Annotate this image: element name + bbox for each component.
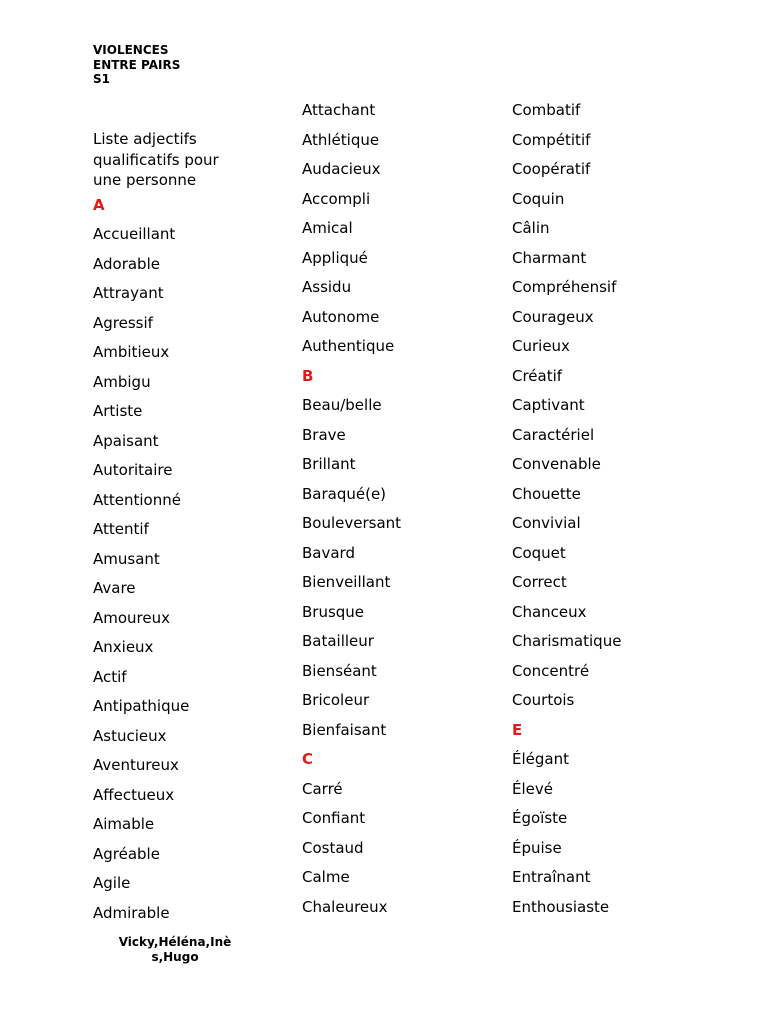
list-item: Courtois: [512, 691, 575, 709]
list-item: Brillant: [302, 455, 356, 473]
list-item: Appliqué: [302, 248, 368, 267]
list-item: Admirable: [93, 903, 170, 922]
list-item: Carré: [302, 779, 343, 798]
list-item: Coopératif: [512, 160, 591, 178]
list-item: Avare: [93, 579, 136, 597]
list-item: Élégant: [512, 750, 569, 768]
list-item: Charismatique: [512, 632, 622, 650]
list-item: Agile: [93, 874, 131, 892]
word-list-c: [302, 775, 502, 923]
list-item: Combatif: [512, 101, 581, 119]
list-item: Bienveillant: [302, 573, 391, 591]
list-item: Captivant: [512, 396, 585, 414]
list-item: Curieux: [512, 337, 570, 355]
list-item: Chouette: [512, 484, 581, 503]
list-item: Adorable: [93, 254, 160, 273]
list-item: Égoïste: [512, 809, 568, 827]
list-item: Amusant: [93, 549, 160, 568]
list-item: Batailleur: [302, 632, 374, 650]
list-item: Costaud: [302, 838, 364, 857]
list-item: Bricoleur: [302, 691, 370, 709]
list-item: Compréhensif: [512, 278, 617, 296]
list-item: Courageux: [512, 307, 594, 326]
list-item: Attentif: [93, 520, 149, 538]
section-letter-a: A: [93, 195, 105, 214]
list-item: Créatif: [512, 366, 563, 385]
list-item: Autoritaire: [93, 461, 173, 479]
list-item: Agressif: [93, 313, 153, 332]
list-item: Autonome: [302, 307, 380, 326]
list-item: Bienfaisant: [302, 720, 387, 739]
credits: Vicky,Héléna,Inès,Hugo: [118, 935, 232, 964]
list-item: Attentionné: [93, 490, 181, 509]
header-line-3: S1: [93, 72, 110, 86]
column-2: [302, 96, 502, 922]
list-item: Coquet: [512, 543, 566, 562]
list-item: Antipathique: [93, 697, 190, 715]
list-item: Attrayant: [93, 284, 164, 302]
list-item: Charmant: [512, 248, 587, 267]
list-item: Attachant: [302, 101, 376, 119]
word-list-e: [512, 745, 712, 922]
list-item: Baraqué(e): [302, 484, 387, 503]
list-item: Accueillant: [93, 225, 176, 243]
list-item: Chaleureux: [302, 897, 388, 916]
list-item: Caractériel: [512, 425, 595, 444]
column-3: [512, 96, 712, 922]
list-item: Accompli: [302, 189, 371, 208]
list-item: Aimable: [93, 815, 155, 833]
header-line-1: VIOLENCES: [93, 43, 169, 57]
list-item: Câlin: [512, 219, 550, 237]
list-item: Bavard: [302, 543, 355, 562]
list-item: Beau/belle: [302, 396, 382, 414]
list-item: Compétitif: [512, 130, 591, 149]
list-item: Apaisant: [93, 431, 159, 450]
list-item: Audacieux: [302, 160, 381, 178]
column-1: [93, 96, 293, 928]
list-intro: Liste adjectifs qualificatifs pour une personne: [93, 130, 219, 189]
list-item: Coquin: [512, 189, 565, 208]
list-item: Chanceux: [512, 602, 587, 621]
list-item: Assidu: [302, 278, 352, 296]
list-item: Agréable: [93, 844, 160, 863]
section-letter-b: B: [302, 366, 314, 385]
list-item: Astucieux: [93, 726, 167, 745]
word-list-a-continued: [302, 96, 502, 362]
list-item: Enthousiaste: [512, 897, 610, 916]
list-item: Entraînant: [512, 868, 591, 886]
list-item: Affectueux: [93, 785, 175, 804]
word-list-c-continued: [512, 96, 712, 716]
list-item: Épuise: [512, 838, 562, 857]
list-item: Bouleversant: [302, 514, 402, 532]
word-list-b: [302, 391, 502, 745]
list-item: Ambigu: [93, 372, 151, 391]
section-letter-e: E: [512, 720, 523, 739]
list-item: Athlétique: [302, 130, 380, 149]
list-item: Anxieux: [93, 638, 154, 656]
word-list-a: [93, 220, 293, 928]
list-item: Aventureux: [93, 756, 179, 774]
list-item: Amical: [302, 219, 353, 237]
list-item: Calme: [302, 868, 350, 886]
list-item: Authentique: [302, 337, 395, 355]
section-letter-c: C: [302, 750, 314, 768]
list-item: Artiste: [93, 402, 143, 420]
list-item: Concentré: [512, 661, 590, 680]
document-header: [93, 43, 180, 87]
list-item: Ambitieux: [93, 343, 170, 361]
list-item: Bienséant: [302, 661, 377, 680]
list-item: Convivial: [512, 514, 581, 532]
list-item: Brave: [302, 425, 346, 444]
list-item: Confiant: [302, 809, 366, 827]
header-line-2: ENTRE PAIRS: [93, 57, 181, 72]
list-item: Brusque: [302, 602, 365, 621]
list-item: Actif: [93, 667, 127, 686]
list-item: Élevé: [512, 779, 553, 798]
list-item: Convenable: [512, 455, 601, 473]
list-item: Correct: [512, 573, 567, 591]
list-item: Amoureux: [93, 608, 171, 627]
